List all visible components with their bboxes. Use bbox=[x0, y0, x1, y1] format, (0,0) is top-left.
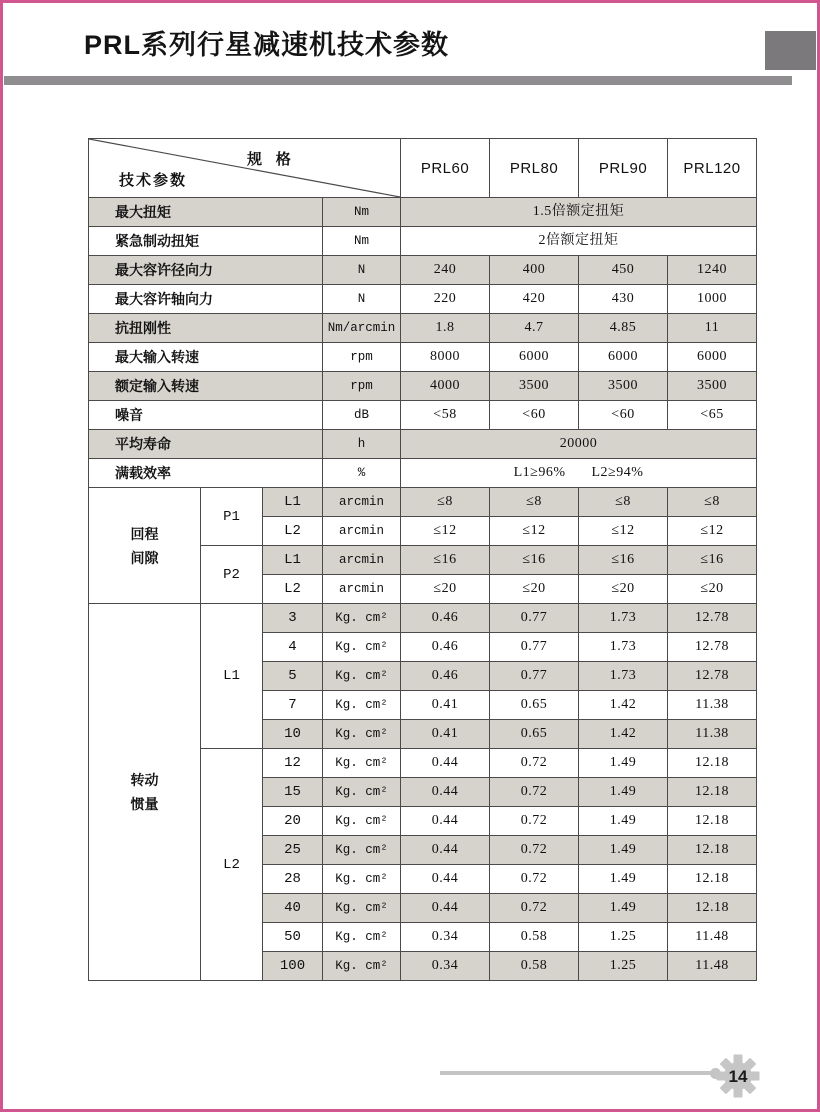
value-prl120: 3500 bbox=[668, 372, 757, 401]
value-prl60: 0.44 bbox=[401, 749, 490, 778]
param-label: 最大扭矩 bbox=[89, 198, 323, 227]
value-prl120: 12.78 bbox=[668, 662, 757, 691]
value-prl120: 12.18 bbox=[668, 865, 757, 894]
unit-cell: Kg. cm² bbox=[323, 894, 401, 923]
group-l2: L2 bbox=[201, 749, 263, 981]
title-underline-bar bbox=[4, 76, 792, 85]
value-prl120: ≤20 bbox=[668, 575, 757, 604]
level-cell: L1 bbox=[263, 488, 323, 517]
unit-cell: arcmin bbox=[323, 575, 401, 604]
unit-cell: Kg. cm² bbox=[323, 720, 401, 749]
table-row bbox=[89, 604, 757, 633]
span-value: 20000 bbox=[401, 430, 757, 459]
value-prl60: 0.41 bbox=[401, 720, 490, 749]
unit-cell: Kg. cm² bbox=[323, 836, 401, 865]
ratio-cell: 3 bbox=[263, 604, 323, 633]
span-value: 1.5倍额定扭矩 bbox=[401, 198, 757, 227]
value-prl80: 0.65 bbox=[490, 691, 579, 720]
value-prl60: 0.44 bbox=[401, 865, 490, 894]
value-prl80: 6000 bbox=[490, 343, 579, 372]
value-prl60: 0.44 bbox=[401, 894, 490, 923]
value-prl80: 3500 bbox=[490, 372, 579, 401]
value-prl120: 11 bbox=[668, 314, 757, 343]
table-row bbox=[89, 314, 757, 343]
unit-cell: h bbox=[323, 430, 401, 459]
value-prl80: 0.58 bbox=[490, 923, 579, 952]
value-prl120: 11.48 bbox=[668, 923, 757, 952]
table-row bbox=[89, 227, 757, 256]
column-header-prl60: PRL60 bbox=[401, 139, 490, 198]
value-prl90: 1.25 bbox=[579, 952, 668, 981]
value-prl120: 6000 bbox=[668, 343, 757, 372]
value-prl120: 1000 bbox=[668, 285, 757, 314]
spec-table bbox=[88, 138, 757, 981]
value-prl80: 420 bbox=[490, 285, 579, 314]
unit-cell: rpm bbox=[323, 343, 401, 372]
group-l1: L1 bbox=[201, 604, 263, 749]
unit-cell: Nm bbox=[323, 227, 401, 256]
table-row bbox=[89, 285, 757, 314]
value-prl60: 4000 bbox=[401, 372, 490, 401]
value-prl80: 0.65 bbox=[490, 720, 579, 749]
ratio-cell: 12 bbox=[263, 749, 323, 778]
value-prl90: 430 bbox=[579, 285, 668, 314]
value-prl90: 1.49 bbox=[579, 778, 668, 807]
param-label: 紧急制动扭矩 bbox=[89, 227, 323, 256]
grade-p2: P2 bbox=[201, 546, 263, 604]
value-prl60: 0.46 bbox=[401, 662, 490, 691]
unit-cell: arcmin bbox=[323, 546, 401, 575]
value-prl90: ≤8 bbox=[579, 488, 668, 517]
value-prl90: <60 bbox=[579, 401, 668, 430]
ratio-cell: 4 bbox=[263, 633, 323, 662]
value-prl60: ≤16 bbox=[401, 546, 490, 575]
unit-cell: Kg. cm² bbox=[323, 633, 401, 662]
value-prl90: ≤12 bbox=[579, 517, 668, 546]
level-cell: L2 bbox=[263, 575, 323, 604]
value-prl90: 4.85 bbox=[579, 314, 668, 343]
value-prl80: ≤20 bbox=[490, 575, 579, 604]
param-label: 最大容许径向力 bbox=[89, 256, 323, 285]
value-prl120: 12.18 bbox=[668, 778, 757, 807]
param-label: 平均寿命 bbox=[89, 430, 323, 459]
group-label-backlash: 回程间隙 bbox=[89, 488, 201, 604]
value-prl80: 0.72 bbox=[490, 807, 579, 836]
unit-cell: Kg. cm² bbox=[323, 807, 401, 836]
unit-cell: Kg. cm² bbox=[323, 691, 401, 720]
efficiency-l2: L2≥94% bbox=[591, 465, 644, 480]
group-label-inertia: 转动惯量 bbox=[89, 604, 201, 981]
ratio-cell: 28 bbox=[263, 865, 323, 894]
unit-cell: Nm/arcmin bbox=[323, 314, 401, 343]
param-label: 额定输入转速 bbox=[89, 372, 323, 401]
ratio-cell: 50 bbox=[263, 923, 323, 952]
value-prl60: 0.44 bbox=[401, 836, 490, 865]
value-prl60: ≤12 bbox=[401, 517, 490, 546]
value-prl60: 0.44 bbox=[401, 778, 490, 807]
value-prl120: ≤8 bbox=[668, 488, 757, 517]
value-prl90: 1.49 bbox=[579, 749, 668, 778]
value-prl60: 240 bbox=[401, 256, 490, 285]
value-prl90: 3500 bbox=[579, 372, 668, 401]
ratio-cell: 7 bbox=[263, 691, 323, 720]
unit-cell: Kg. cm² bbox=[323, 749, 401, 778]
ratio-cell: 5 bbox=[263, 662, 323, 691]
unit-cell: dB bbox=[323, 401, 401, 430]
value-prl120: 1240 bbox=[668, 256, 757, 285]
table-row bbox=[89, 372, 757, 401]
value-prl90: 1.49 bbox=[579, 894, 668, 923]
ratio-cell: 25 bbox=[263, 836, 323, 865]
value-prl80: 0.72 bbox=[490, 778, 579, 807]
table-row bbox=[89, 401, 757, 430]
level-cell: L1 bbox=[263, 546, 323, 575]
header-param-label: 技术参数 bbox=[119, 173, 188, 189]
value-prl80: <60 bbox=[490, 401, 579, 430]
grade-p1: P1 bbox=[201, 488, 263, 546]
value-prl80: 0.58 bbox=[490, 952, 579, 981]
column-header-prl80: PRL80 bbox=[490, 139, 579, 198]
unit-cell: Kg. cm² bbox=[323, 865, 401, 894]
value-prl60: 220 bbox=[401, 285, 490, 314]
ratio-cell: 100 bbox=[263, 952, 323, 981]
unit-cell: Kg. cm² bbox=[323, 952, 401, 981]
value-prl90: 6000 bbox=[579, 343, 668, 372]
value-prl60: ≤20 bbox=[401, 575, 490, 604]
column-header-prl120: PRL120 bbox=[668, 139, 757, 198]
value-prl80: ≤16 bbox=[490, 546, 579, 575]
value-prl80: 0.72 bbox=[490, 749, 579, 778]
ratio-cell: 40 bbox=[263, 894, 323, 923]
level-cell: L2 bbox=[263, 517, 323, 546]
value-prl80: 0.72 bbox=[490, 865, 579, 894]
unit-cell: Kg. cm² bbox=[323, 604, 401, 633]
value-prl120: <65 bbox=[668, 401, 757, 430]
gear-page-badge bbox=[715, 1053, 761, 1099]
efficiency-l1: L1≥96% bbox=[513, 465, 566, 480]
unit-cell: Nm bbox=[323, 198, 401, 227]
value-prl80: 400 bbox=[490, 256, 579, 285]
table-row bbox=[89, 459, 757, 488]
table-row bbox=[89, 488, 757, 517]
value-prl60: 0.41 bbox=[401, 691, 490, 720]
value-prl120: 11.38 bbox=[668, 720, 757, 749]
value-prl60: 0.34 bbox=[401, 952, 490, 981]
value-prl90: 1.73 bbox=[579, 662, 668, 691]
value-prl60: 0.44 bbox=[401, 807, 490, 836]
value-prl80: 0.77 bbox=[490, 604, 579, 633]
table-row bbox=[89, 198, 757, 227]
value-prl90: ≤20 bbox=[579, 575, 668, 604]
param-label: 抗扭刚性 bbox=[89, 314, 323, 343]
unit-cell: arcmin bbox=[323, 488, 401, 517]
unit-cell: N bbox=[323, 285, 401, 314]
unit-cell: Kg. cm² bbox=[323, 778, 401, 807]
value-prl90: 1.49 bbox=[579, 807, 668, 836]
unit-cell: Kg. cm² bbox=[323, 923, 401, 952]
corner-decoration-block bbox=[765, 31, 816, 70]
span-value bbox=[401, 459, 757, 488]
unit-cell: arcmin bbox=[323, 517, 401, 546]
ratio-cell: 10 bbox=[263, 720, 323, 749]
footer-rule-line bbox=[440, 1071, 712, 1075]
value-prl60: ≤8 bbox=[401, 488, 490, 517]
value-prl120: 11.48 bbox=[668, 952, 757, 981]
table-row bbox=[89, 343, 757, 372]
value-prl90: 1.42 bbox=[579, 720, 668, 749]
value-prl90: 450 bbox=[579, 256, 668, 285]
unit-cell: % bbox=[323, 459, 401, 488]
span-value: 2倍额定扭矩 bbox=[401, 227, 757, 256]
header-spec-label: 规 格 bbox=[247, 152, 296, 168]
ratio-cell: 15 bbox=[263, 778, 323, 807]
value-prl60: <58 bbox=[401, 401, 490, 430]
value-prl90: 1.25 bbox=[579, 923, 668, 952]
value-prl90: 1.49 bbox=[579, 865, 668, 894]
ratio-cell: 20 bbox=[263, 807, 323, 836]
param-label: 满载效率 bbox=[89, 459, 323, 488]
value-prl120: 12.78 bbox=[668, 604, 757, 633]
value-prl60: 8000 bbox=[401, 343, 490, 372]
value-prl80: ≤8 bbox=[490, 488, 579, 517]
value-prl80: ≤12 bbox=[490, 517, 579, 546]
value-prl120: 12.18 bbox=[668, 807, 757, 836]
value-prl120: 12.18 bbox=[668, 894, 757, 923]
param-label: 噪音 bbox=[89, 401, 323, 430]
page-number: 14 bbox=[728, 1067, 748, 1086]
value-prl120: ≤12 bbox=[668, 517, 757, 546]
unit-cell: rpm bbox=[323, 372, 401, 401]
value-prl120: 12.18 bbox=[668, 749, 757, 778]
value-prl60: 1.8 bbox=[401, 314, 490, 343]
value-prl60: 0.46 bbox=[401, 633, 490, 662]
value-prl120: 12.18 bbox=[668, 836, 757, 865]
value-prl90: 1.42 bbox=[579, 691, 668, 720]
unit-cell: Kg. cm² bbox=[323, 662, 401, 691]
param-label: 最大容许轴向力 bbox=[89, 285, 323, 314]
value-prl90: 1.73 bbox=[579, 633, 668, 662]
diagonal-header-cell bbox=[89, 139, 401, 198]
value-prl90: ≤16 bbox=[579, 546, 668, 575]
table-row bbox=[89, 256, 757, 285]
column-header-prl90: PRL90 bbox=[579, 139, 668, 198]
table-row bbox=[89, 430, 757, 459]
value-prl80: 0.77 bbox=[490, 662, 579, 691]
param-label: 最大输入转速 bbox=[89, 343, 323, 372]
value-prl90: 1.49 bbox=[579, 836, 668, 865]
unit-cell: N bbox=[323, 256, 401, 285]
header-row bbox=[89, 139, 757, 198]
value-prl120: ≤16 bbox=[668, 546, 757, 575]
value-prl120: 12.78 bbox=[668, 633, 757, 662]
value-prl60: 0.46 bbox=[401, 604, 490, 633]
value-prl80: 0.72 bbox=[490, 836, 579, 865]
value-prl90: 1.73 bbox=[579, 604, 668, 633]
value-prl80: 0.72 bbox=[490, 894, 579, 923]
value-prl120: 11.38 bbox=[668, 691, 757, 720]
value-prl60: 0.34 bbox=[401, 923, 490, 952]
value-prl80: 4.7 bbox=[490, 314, 579, 343]
value-prl80: 0.77 bbox=[490, 633, 579, 662]
page-title: PRL系列行星减速机技术参数 bbox=[84, 30, 449, 60]
